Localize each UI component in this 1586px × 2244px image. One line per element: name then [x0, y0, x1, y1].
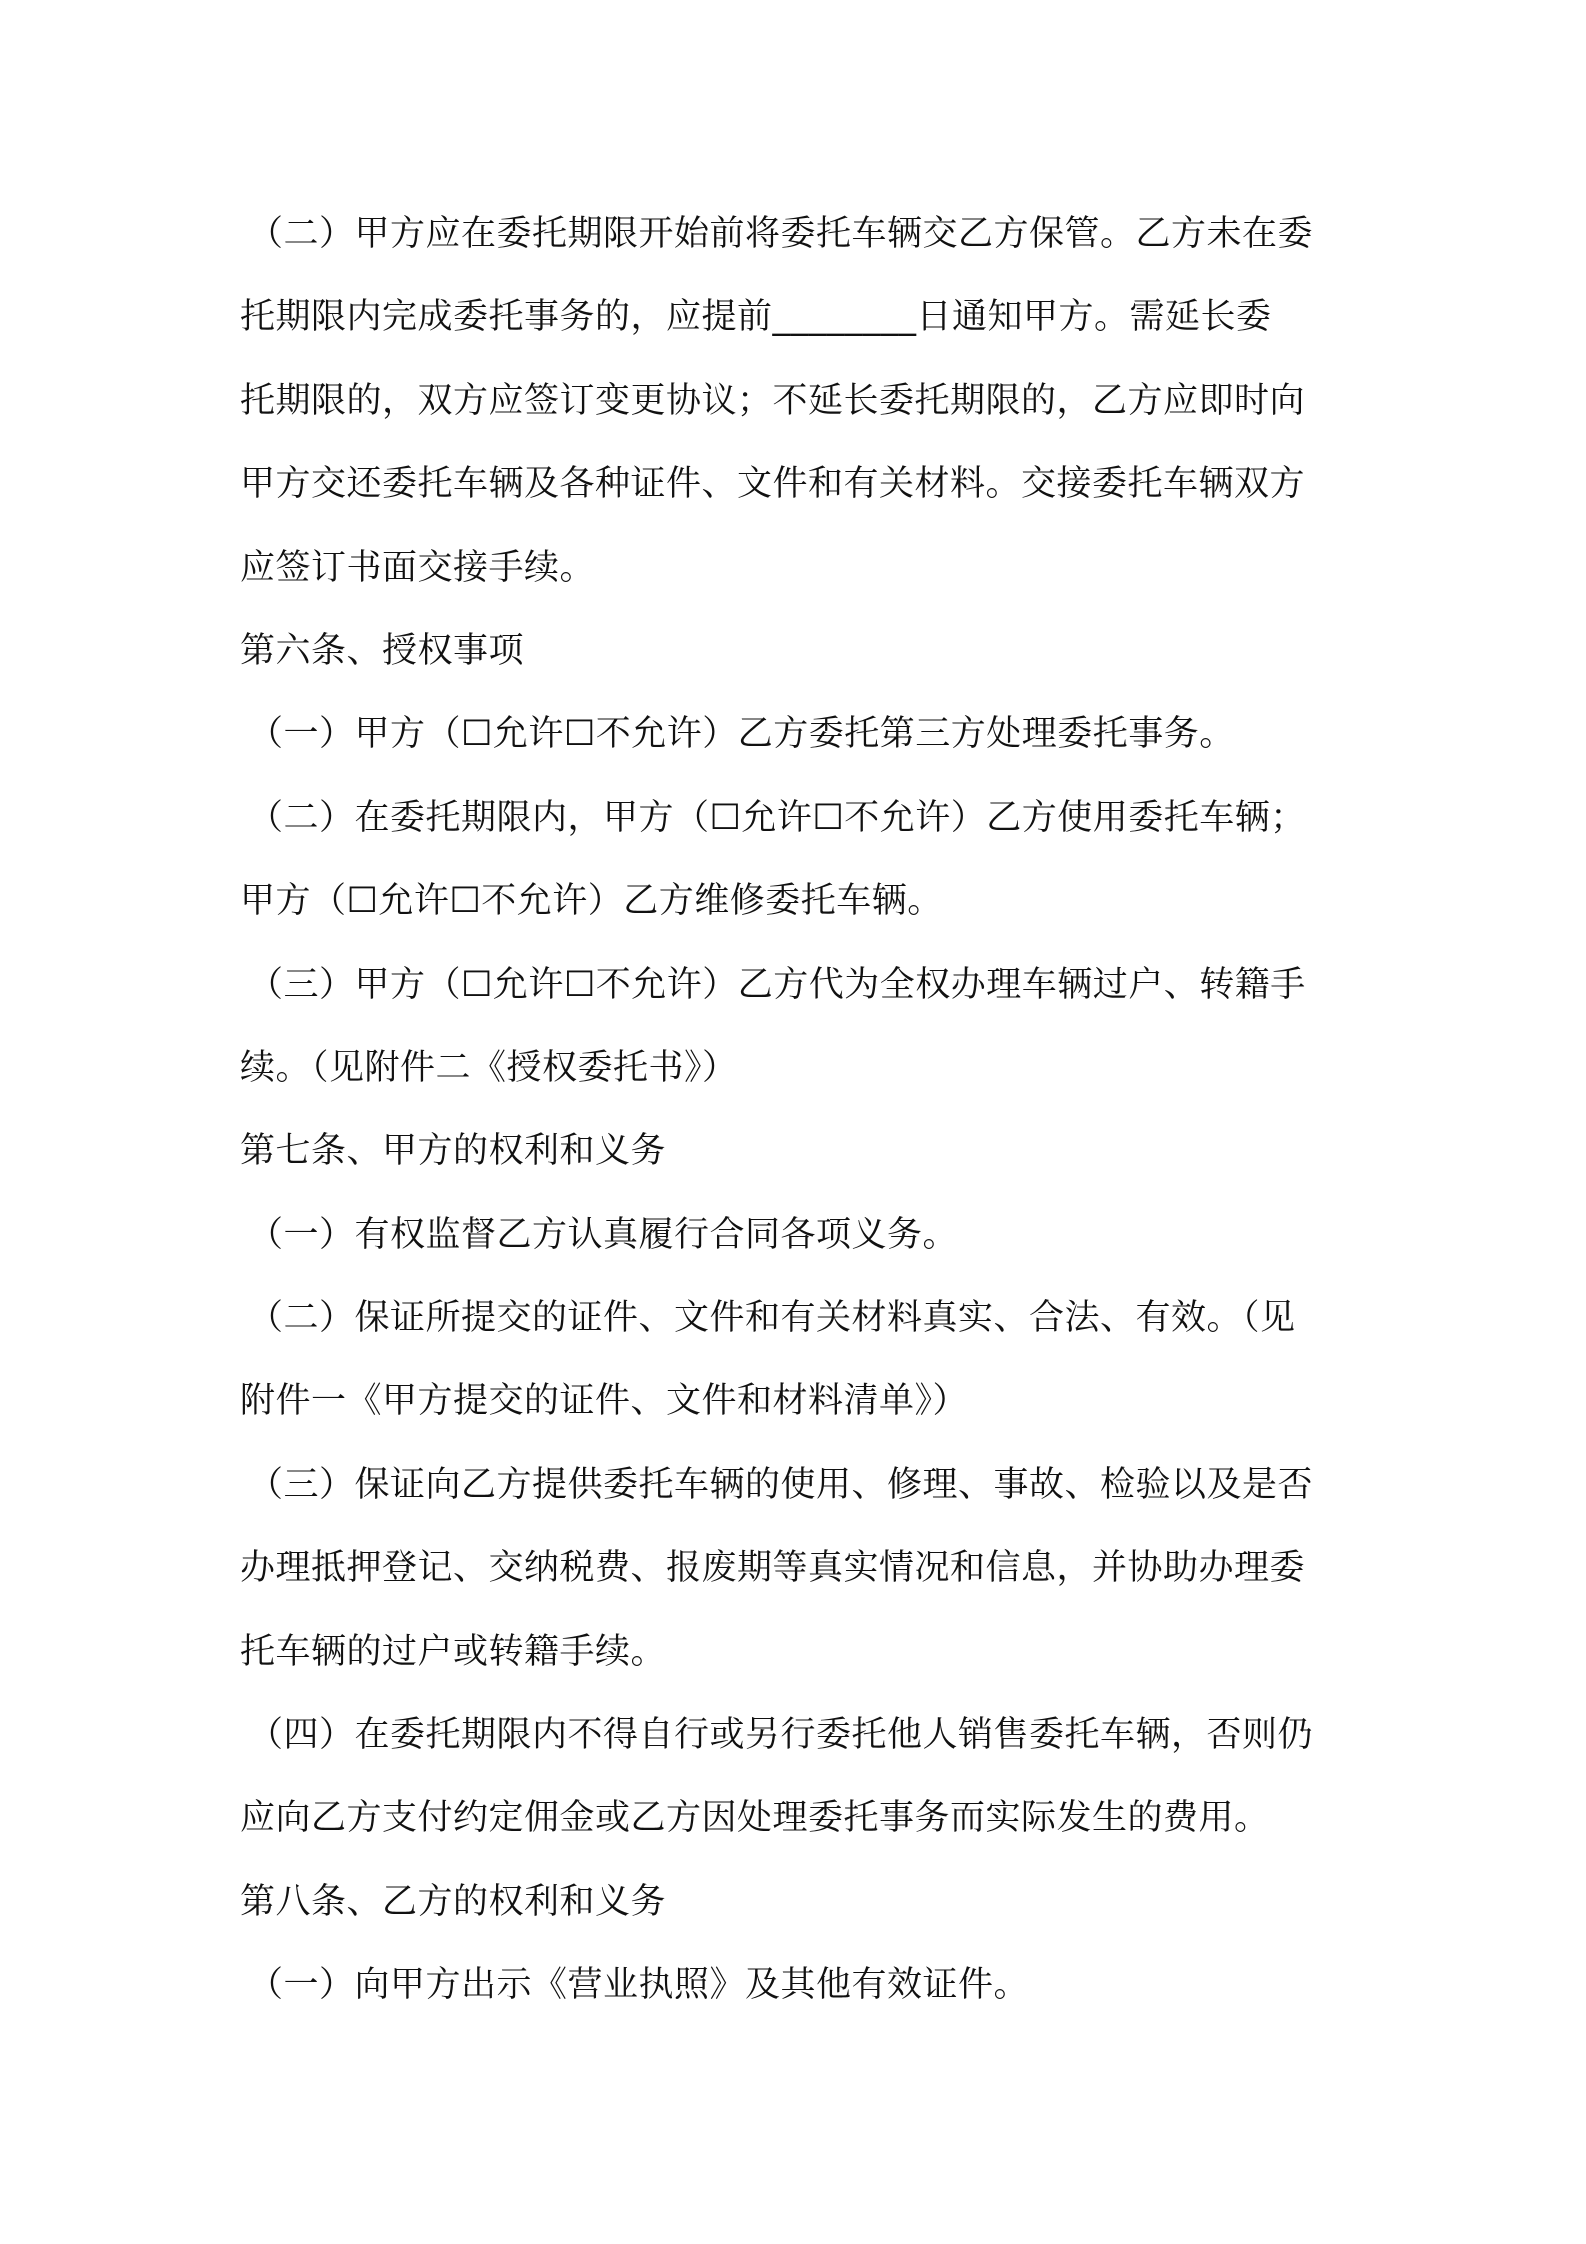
text-line: 续。（见附件二《授权委托书》） — [240, 1047, 738, 1088]
text-line: 办理抵押登记、交纳税费、报废期等真实情况和信息，并协助办理委 — [240, 1548, 1306, 1589]
text-line: 托期限内完成委托事务的，应提前________日通知甲方。需延长委 — [240, 297, 1272, 338]
text-line: （三）甲方（☐允许☐不允许）乙方代为全权办理车辆过户、转籍手 — [248, 964, 1306, 1005]
text-line: （二）甲方应在委托期限开始前将委托车辆交乙方保管。乙方未在委 — [248, 214, 1314, 254]
text-line: （一）甲方（☐允许☐不允许）乙方委托第三方处理委托事务。 — [248, 714, 1235, 755]
section-heading: 第七条、甲方的权利和义务 — [240, 1131, 667, 1172]
text-line: 托期限的，双方应签订变更协议；不延长委托期限的，乙方应即时向 — [240, 380, 1306, 421]
text-line: （二）保证所提交的证件、文件和有关材料真实、合法、有效。（见 — [248, 1298, 1296, 1339]
text-line: 应向乙方支付约定佣金或乙方因处理委托事务而实际发生的费用。 — [240, 1798, 1270, 1839]
section-heading: 第六条、授权事项 — [240, 630, 525, 671]
text-line: （四）在委托期限内不得自行或另行委托他人销售委托车辆，否则仍 — [248, 1715, 1314, 1756]
text-line: （二）在委托期限内，甲方（☐允许☐不允许）乙方使用委托车辆； — [248, 797, 1306, 838]
text-line: 托车辆的过户或转籍手续。 — [240, 1631, 667, 1672]
text-line: 甲方交还委托车辆及各种证件、文件和有关材料。交接委托车辆双方 — [240, 464, 1306, 505]
text-line: （一）向甲方出示《营业执照》及其他有效证件。 — [248, 1965, 1030, 2006]
document-body — [240, 193, 1360, 2028]
text-line: 附件一《甲方提交的证件、文件和材料清单》） — [240, 1381, 969, 1422]
text-line: （三）保证向乙方提供委托车辆的使用、修理、事故、检验以及是否 — [248, 1464, 1314, 1505]
section-heading: 第八条、乙方的权利和义务 — [240, 1881, 667, 1922]
text-line: （一）有权监督乙方认真履行合同各项义务。 — [248, 1214, 959, 1255]
text-line: 应签订书面交接手续。 — [240, 547, 596, 588]
text-line: 甲方（☐允许☐不允许）乙方维修委托车辆。 — [240, 881, 943, 922]
